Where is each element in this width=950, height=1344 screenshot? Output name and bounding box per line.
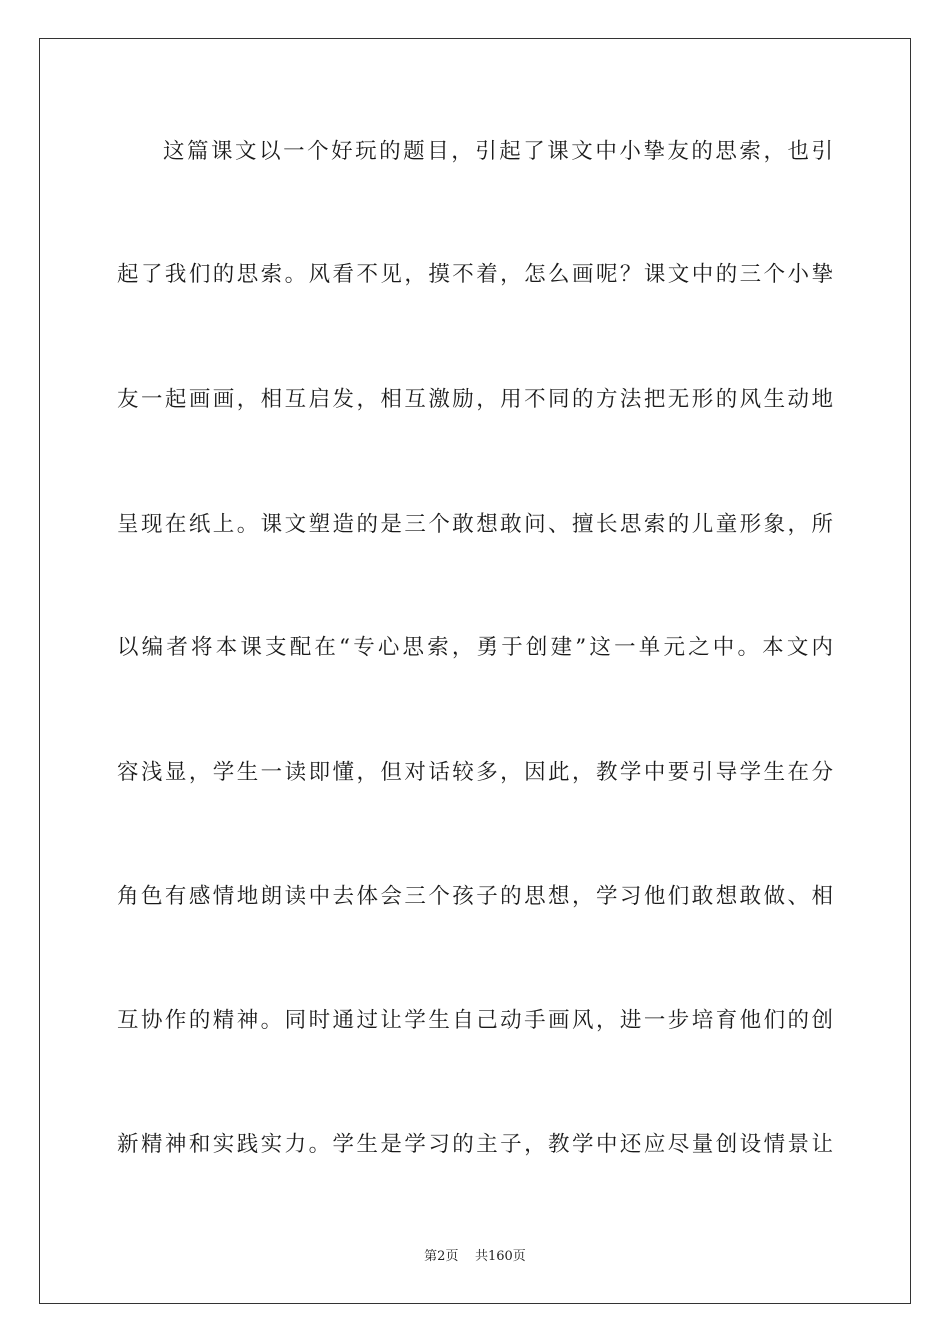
paragraph-line-2: 起了我们的思索。风看不见，摸不着，怎么画呢？课文中的三个小挚: [117, 262, 833, 287]
paragraph-line-5: 以编者将本课支配在“专心思索，勇于创建”这一单元之中。本文内: [117, 635, 833, 660]
paragraph-line-9: 新精神和实践实力。学生是学习的主子，教学中还应尽量创设情景让: [117, 1132, 833, 1157]
footer-spacer: [458, 1249, 475, 1264]
page-frame: [39, 38, 911, 1304]
page-total: 共160页: [474, 1249, 526, 1264]
page-footer: [0, 1247, 950, 1267]
paragraph-line-3: 友一起画画，相互启发，相互激励，用不同的方法把无形的风生动地: [117, 387, 833, 412]
page-number: 第2页: [424, 1249, 459, 1264]
paragraph-line-7: 角色有感情地朗读中去体会三个孩子的思想，学习他们敢想敢做、相: [117, 884, 833, 909]
paragraph-line-1: 这篇课文以一个好玩的题目，引起了课文中小挚友的思索，也引: [163, 139, 833, 164]
paragraph-line-4: 呈现在纸上。课文塑造的是三个敢想敢问、擅长思索的儿童形象，所: [117, 512, 833, 537]
paragraph-line-6: 容浅显，学生一读即懂，但对话较多，因此，教学中要引导学生在分: [117, 760, 833, 785]
paragraph-line-8: 互协作的精神。同时通过让学生自己动手画风，进一步培育他们的创: [117, 1008, 833, 1033]
